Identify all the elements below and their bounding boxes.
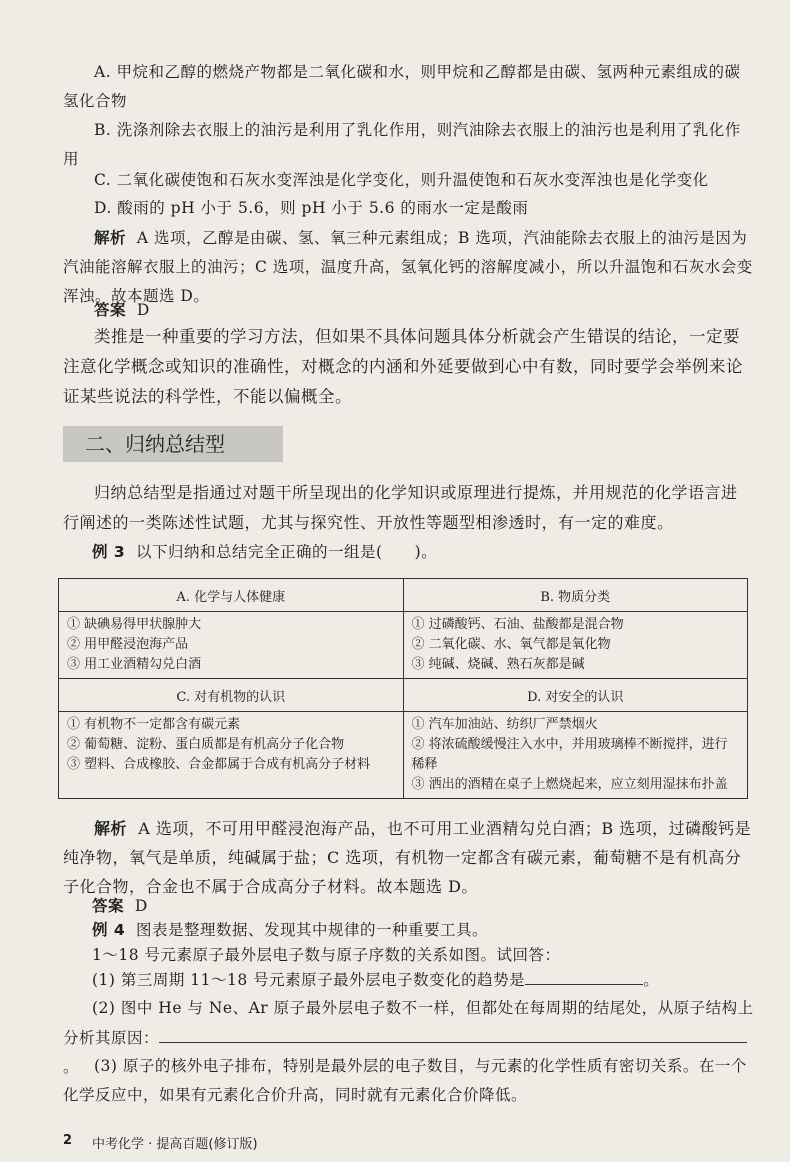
example4-label: 例 4 — [92, 921, 126, 939]
table-cell-a — [59, 612, 404, 679]
example4-q1: (1) 第三周期 11～18 号元素原子最外层电子数变化的趋势是 。 — [92, 971, 660, 989]
answer-value: D — [134, 897, 148, 915]
example3-text: 以下归纳和总结完全正确的一组是( )。 — [136, 543, 438, 561]
q2-text: 分析其原因： — [63, 1029, 160, 1047]
table-cell-d — [403, 712, 748, 799]
list-item: ② 用甲醛浸泡海产品 — [67, 637, 189, 652]
example3-question — [92, 538, 752, 567]
page-number: 2 — [63, 1133, 73, 1148]
table-header-c: C. 对有机物的认识 — [59, 679, 404, 712]
analysis-label: 解析 — [94, 819, 128, 838]
list-item: ③ 纯碱、烧碱、熟石灰都是碱 — [411, 657, 585, 672]
answer-label: 答案 — [94, 301, 127, 319]
table-cell-c — [59, 712, 404, 799]
answer-blank[interactable] — [159, 1042, 747, 1043]
answer-value: D — [136, 301, 150, 319]
list-item: ③ 用工业酒精勾兑白酒 — [67, 657, 202, 672]
table-cell-b — [403, 612, 748, 679]
list-item: ② 将浓硫酸缓慢注入水中，并用玻璃棒不断搅拌，进行稀释 — [411, 737, 728, 772]
option-a: A. 甲烷和乙醇的燃烧产物都是二氧化碳和水，则甲烷和乙醇都是由碳、氢两种元素组成的碳氢化合物 — [63, 63, 741, 110]
answer-blank[interactable] — [525, 984, 643, 985]
table-header-d: D. 对安全的认识 — [403, 679, 748, 712]
list-item: ① 汽车加油站、纺织厂严禁烟火 — [411, 717, 598, 732]
section-heading: 二、归纳总结型 — [63, 426, 283, 462]
list-item: ② 二氧化碳、水、氧气都是氧化物 — [411, 637, 611, 652]
analysis-label: 解析 — [94, 229, 127, 247]
example4-q3: (3) 原子的核外电子排布，特别是最外层的电子数目，与元素的化学性质有密切关系。在一个化学反应中，如果有元素化合价升高，同时就有元素化合价降低。 — [63, 1057, 747, 1104]
example4-q2a: (2) 图中 He 与 Ne、Ar 原子最外层电子数不一样，但都处在每周期的结尾处，从原子结构上 — [92, 999, 754, 1017]
table-header-a: A. 化学与人体健康 — [59, 579, 404, 612]
table-header-b: B. 物质分类 — [403, 579, 748, 612]
book-title: 中考化学 · 提高百题(修订版) — [92, 1137, 258, 1152]
analysis-text: A 选项，不可用甲醛浸泡海产品，也不可用工业酒精勾兑白酒；B 选项，过磷酸钙是纯净物，氧气是单质，纯碱属于盐；C 选项，有机物一定都含有碳元素，葡萄糖不是有机高分子化合物，合金也不属于合成高分子材料。故本题选 D。 — [63, 819, 752, 896]
analysis-text: A 选项，乙醇是由碳、氢、氧三种元素组成；B 选项，汽油能除去衣服上的油污是因为汽油能溶解衣服上的油污；C 选项，温度升高，氢氧化钙的溶解度减小，所以升温饱和石灰水会变浑浊。故本题选 D。 — [63, 229, 753, 305]
list-item: ① 过磷酸钙、石油、盐酸都是混合物 — [411, 617, 624, 632]
list-item: ① 有机物不一定都含有碳元素 — [67, 717, 241, 732]
example3-table — [58, 578, 748, 799]
option-b: B. 洗涤剂除去衣服上的油污是利用了乳化作用，则汽油除去衣服上的油污也是利用了乳化作用 — [63, 121, 741, 168]
option-c: C. 二氧化碳使饱和石灰水变浑浊是化学变化，则升温使饱和石灰水变浑浊也是化学变化 — [94, 171, 709, 189]
list-item: ② 葡萄糖、淀粉、蛋白质都是有机高分子化合物 — [67, 737, 345, 752]
answer-label: 答案 — [92, 897, 125, 915]
example3-analysis — [63, 814, 753, 901]
example3-label: 例 3 — [92, 543, 126, 561]
list-item: ③ 塑料、合成橡胶、合金都属于合成有机高分子材料 — [67, 757, 371, 772]
example4-line2: 1～18 号元素原子最外层电子数与原子序数的关系如图。试回答： — [92, 946, 561, 964]
list-item: ③ 洒出的酒精在桌子上燃烧起来，应立刻用湿抹布扑盖 — [411, 777, 728, 792]
section-intro: 归纳总结型是指通过对题干所呈现出的化学知识或原理进行提炼，并用规范的化学语言进行阐述的一类陈述性试题，尤其与探究性、开放性等题型相渗透时，有一定的难度。 — [63, 483, 738, 532]
option-d: D. 酸雨的 pH 小于 5.6，则 pH 小于 5.6 的雨水一定是酸雨 — [94, 199, 529, 217]
q1-text: (1) 第三周期 11～18 号元素原子最外层电子数变化的趋势是 — [92, 971, 526, 989]
example4-intro-text: 图表是整理数据、发现其中规律的一种重要工具。 — [136, 921, 489, 939]
example4-q2b: 分析其原因：。 — [63, 1024, 753, 1082]
list-item: ① 缺碘易得甲状腺肿大 — [67, 617, 202, 632]
answer-line — [63, 296, 753, 325]
summary-paragraph: 类推是一种重要的学习方法，但如果不具体问题具体分析就会产生错误的结论，一定要注意化学概念或知识的准确性，对概念的内涵和外延要做到心中有数，同时要学会举例来论证某些说法的科学性，不能以偏概全。 — [63, 327, 743, 406]
